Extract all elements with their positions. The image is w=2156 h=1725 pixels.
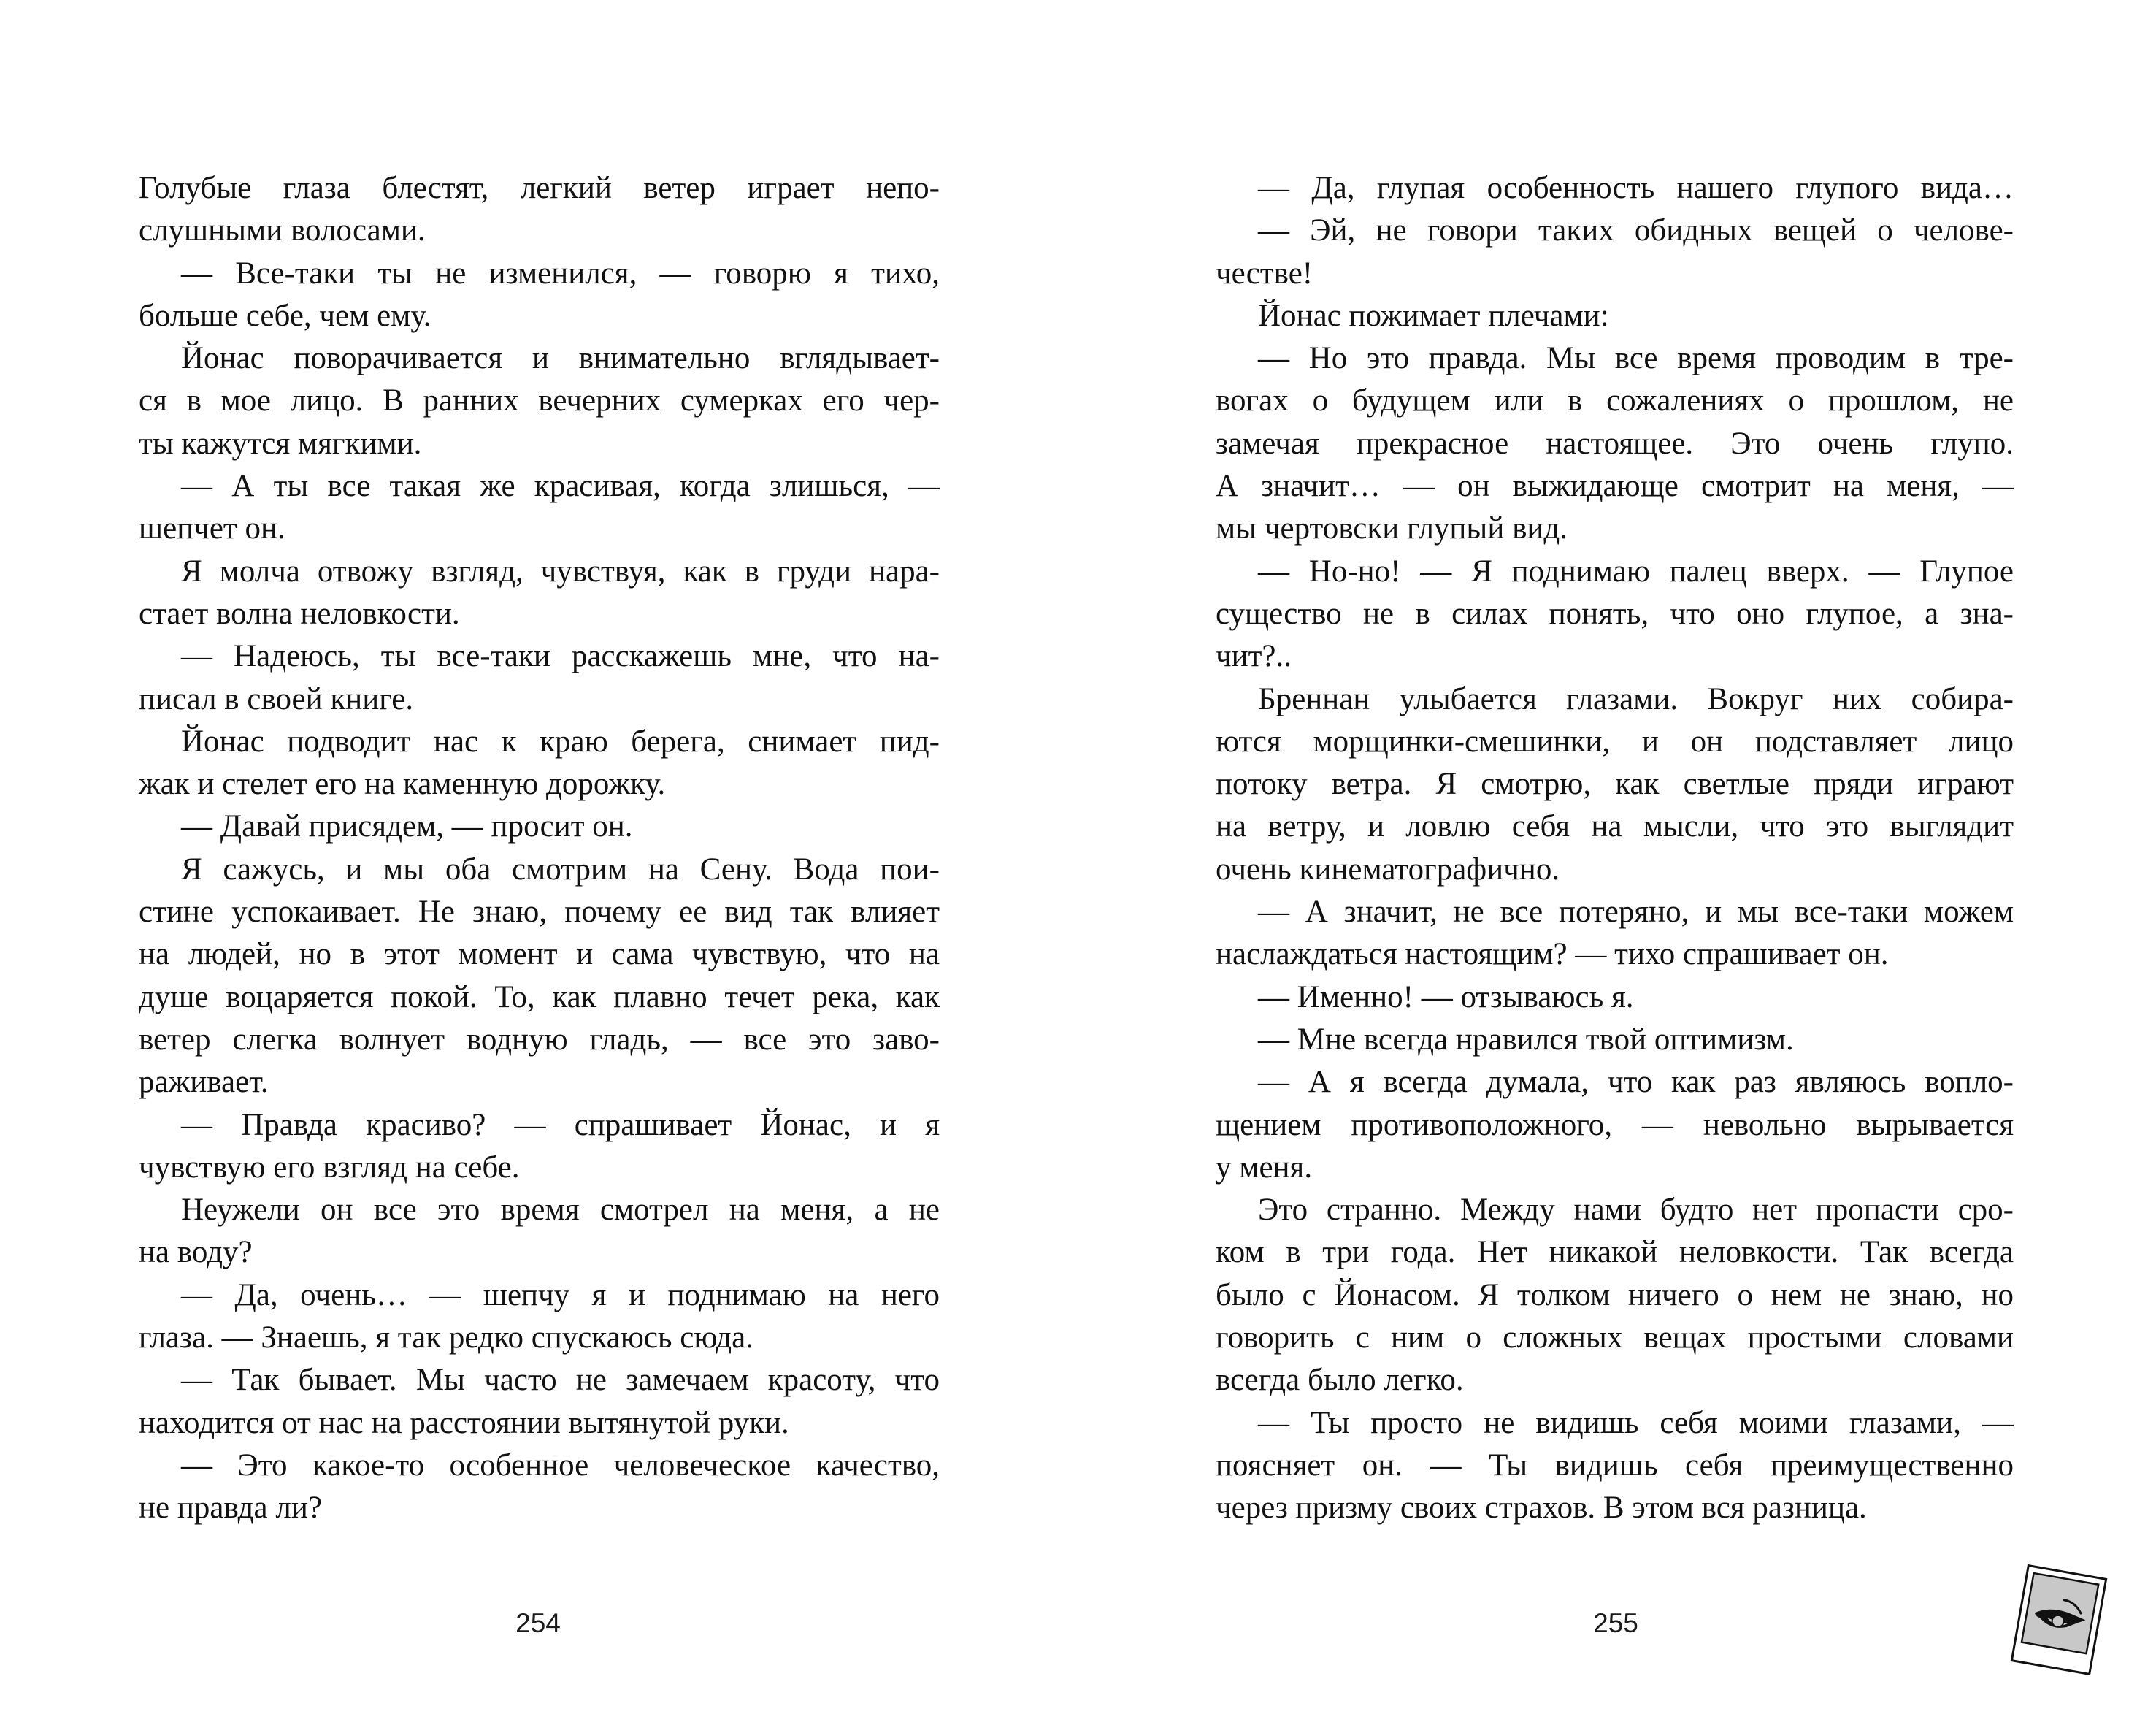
text-line: у меня. xyxy=(1216,1150,1313,1185)
text-line: — Именно! — отзываюсь я. xyxy=(1258,979,1634,1014)
text-line: — Так бывает. Мы часто не замечаем красоту, что xyxy=(181,1363,940,1398)
text-line: Это странно. Между нами будто нет пропасти сро- xyxy=(1258,1193,2014,1228)
text-line: — Надеюсь, ты все-таки расскажешь мне, что на- xyxy=(181,639,940,674)
text-line: слушными волосами. xyxy=(139,213,426,248)
text-line: чит?.. xyxy=(1216,639,1292,674)
text-line: честве! xyxy=(1216,256,1313,291)
right-page-number: 255 xyxy=(1593,1608,1638,1638)
text-line: Йонас подводит нас к краю берега, снимает пид- xyxy=(181,724,940,759)
text-line: — Да, глупая особенность нашего глупого вида… xyxy=(1258,171,2014,205)
left-page-text-column xyxy=(139,167,940,1530)
text-line: ты кажутся мягкими. xyxy=(139,426,422,461)
text-line: на людей, но в этот момент и сама чувствую, что на xyxy=(139,937,940,972)
text-line: потоку ветра. Я смотрю, как светлые пряди играют xyxy=(1216,767,2014,802)
text-line: не правда ли? xyxy=(139,1491,322,1526)
text-line: — Правда красиво? — спрашивает Йонас, и я xyxy=(181,1107,940,1142)
text-line: ются морщинки-смешинки, и он подставляет лицо xyxy=(1216,724,2014,759)
text-line: стине успокаивает. Не знаю, почему ее вид так влияет xyxy=(139,895,940,930)
text-line: Я сажусь, и мы оба смотрим на Сену. Вода пои- xyxy=(181,852,940,887)
polaroid-eye-icon xyxy=(2010,1564,2108,1675)
text-line: существо не в силах понять, что оно глупое, а зна- xyxy=(1216,596,2014,631)
right-page xyxy=(1078,0,2156,1725)
text-line: больше себе, чем ему. xyxy=(139,298,431,333)
text-line: — Все-таки ты не изменился, — говорю я тихо, xyxy=(181,256,940,291)
text-line: поясняет он. — Ты видишь себя преимущественно xyxy=(1216,1447,2014,1483)
text-line: стает волна неловкости. xyxy=(139,596,460,631)
text-line: было с Йонасом. Я толком ничего о нем не знаю, но xyxy=(1216,1277,2014,1312)
text-line: — Эй, не говори таких обидных вещей о челове- xyxy=(1258,213,2014,248)
text-line: Неужели он все это время смотрел на меня, а не xyxy=(181,1193,940,1228)
text-line: глаза. — Знаешь, я так редко спускаюсь сюда. xyxy=(139,1320,754,1355)
text-line: очень кинематографично. xyxy=(1216,852,1560,887)
text-line: на воду? xyxy=(139,1235,253,1270)
text-line: на ветру, и ловлю себя на мысли, что это выглядит xyxy=(1216,809,2014,844)
text-line: щением противоположного, — невольно вырывается xyxy=(1216,1107,2014,1142)
text-line: ся в мое лицо. В ранних вечерних сумерках его чер- xyxy=(139,383,940,418)
text-line: шепчет он. xyxy=(139,511,285,546)
text-line: — Мне всегда нравился твой оптимизм. xyxy=(1258,1022,1794,1057)
text-line: Йонас пожимает плечами: xyxy=(1258,298,1609,333)
text-line: — Ты просто не видишь себя моими глазами, — xyxy=(1258,1405,2014,1440)
text-line: — Да, очень… — шепчу я и поднимаю на него xyxy=(181,1277,940,1312)
text-line: вогах о будущем или в сожалениях о прошлом, не xyxy=(1216,383,2014,418)
text-line: замечая прекрасное настоящее. Это очень глупо. xyxy=(1216,426,2014,461)
text-line: — Давай присядем, — просит он. xyxy=(181,809,633,844)
text-line: душе воцаряется покой. То, как плавно течет река, как xyxy=(139,979,940,1014)
text-line: говорить с ним о сложных вещах простыми словами xyxy=(1216,1320,2014,1355)
text-line: — А ты все такая же красивая, когда злишься, — xyxy=(181,469,940,504)
text-line: наслаждаться настоящим? — тихо спрашивает он. xyxy=(1216,937,1889,972)
text-line: чувствую его взгляд на себе. xyxy=(139,1150,520,1185)
text-line: Голубые глаза блестят, легкий ветер играет непо- xyxy=(139,171,940,205)
text-line: ком в три года. Нет никакой неловкости. Так всегда xyxy=(1216,1235,2014,1270)
text-line: — А я всегда думала, что как раз являюсь вопло- xyxy=(1258,1065,2014,1100)
text-line: мы чертовски глупый вид. xyxy=(1216,511,1568,546)
left-page-number: 254 xyxy=(515,1608,561,1638)
text-line: жак и стелет его на каменную дорожку. xyxy=(139,767,666,802)
text-line: раживает. xyxy=(139,1065,269,1100)
text-line: Бреннан улыбается глазами. Вокруг них собира- xyxy=(1258,681,2014,716)
text-line: писал в своей книге. xyxy=(139,681,414,716)
text-line: — Это какое-то особенное человеческое качество, xyxy=(181,1447,940,1483)
text-line: Йонас поворачивается и внимательно вглядывает- xyxy=(181,341,940,376)
text-line: через призму своих страхов. В этом вся разница. xyxy=(1216,1491,1867,1526)
text-line: Я молча отвожу взгляд, чувствуя, как в груди нара- xyxy=(181,554,940,589)
text-line: ветер слегка волнует водную гладь, — все это заво- xyxy=(139,1022,940,1057)
text-line: — Но это правда. Мы все время проводим в тре- xyxy=(1258,341,2014,376)
text-line: находится от нас на расстоянии вытянутой руки. xyxy=(139,1405,789,1440)
text-line: — Но-но! — Я поднимаю палец вверх. — Глупое xyxy=(1258,554,2014,589)
text-line: всегда было легко. xyxy=(1216,1363,1464,1398)
text-line: — А значит, не все потеряно, и мы все-таки можем xyxy=(1258,895,2014,930)
text-line: А значит… — он выжидающе смотрит на меня, — xyxy=(1216,469,2014,504)
right-page-text-column xyxy=(1216,167,2014,1530)
